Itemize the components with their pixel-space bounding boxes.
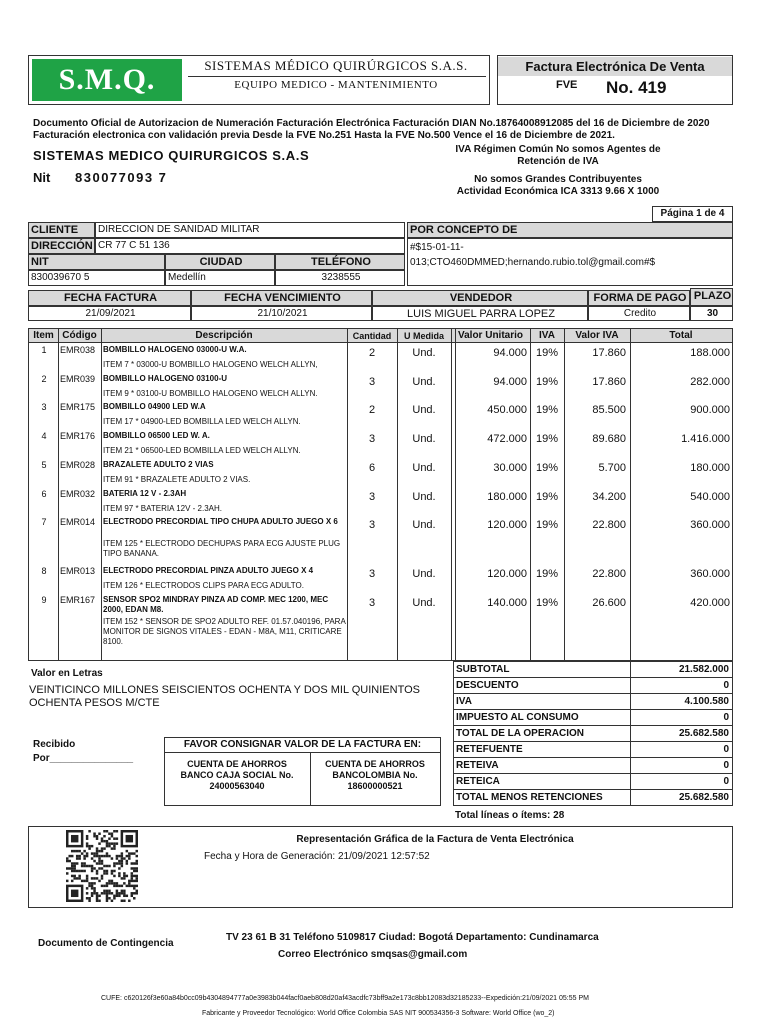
col-header-total: Total xyxy=(630,329,732,343)
resolution-line-1: Documento Oficial de Autorizacion de Numeración Facturación Electrónica Facturación DIAN No.18764008912085 del 16 de Diciembre de 2020 xyxy=(33,118,710,129)
item-unit-value: 30.000 xyxy=(493,462,527,474)
item-unit-value: 180.000 xyxy=(487,491,527,503)
item-unit-value: 472.000 xyxy=(487,433,527,445)
fecha-factura-value: 21/09/2021 xyxy=(28,306,191,321)
item-code: EMR167 xyxy=(60,595,96,605)
col-header-medida: U Medida xyxy=(397,329,451,343)
totals-row xyxy=(453,710,733,726)
item-number: 8 xyxy=(41,566,47,576)
table-row xyxy=(28,402,733,432)
item-description: BOMBILLO 06500 LED W. A. xyxy=(103,431,210,440)
totals-divider xyxy=(630,726,631,741)
bank-caja-social xyxy=(166,759,308,792)
item-unit-value: 94.000 xyxy=(493,376,527,388)
fecha-vencimiento-value: 21/10/2021 xyxy=(191,306,372,321)
item-description: BATERIA 12 V - 2.3AH xyxy=(103,489,187,498)
item-unit-value: 450.000 xyxy=(487,404,527,416)
tax-notes xyxy=(400,144,716,198)
software-provider: Fabricante y Proveedor Tecnológico: World Office Colombia SAS NIT 900534356-3 Software: World Office (wo_2) xyxy=(202,1010,555,1017)
table-row xyxy=(28,374,733,404)
tax-note: Actividad Económica ICA 3313 9.66 X 1000 xyxy=(456,186,660,197)
totals-divider xyxy=(630,678,631,693)
item-iva: 19% xyxy=(535,462,559,474)
totals-value: 0 xyxy=(723,776,729,787)
item-iva-value: 22.800 xyxy=(592,519,626,531)
totals-row xyxy=(453,678,733,694)
item-detail: ITEM 126 * ELECTRODOS CLIPS PARA ECG ADULTO. xyxy=(103,581,304,590)
concepto-label: POR CONCEPTO DE xyxy=(407,222,733,238)
item-iva-value: 26.600 xyxy=(592,597,626,609)
recibido-label: Recibido xyxy=(33,739,76,750)
totals-row xyxy=(453,662,733,678)
company-tagline: EQUIPO MEDICO - MANTENIMIENTO xyxy=(234,79,438,91)
bank-line: 24000563040 xyxy=(209,781,265,791)
tax-note: No somos Grandes Contribuyentes xyxy=(474,174,642,185)
table-row xyxy=(28,566,733,596)
totals-label: RETEICA xyxy=(456,776,500,787)
item-number: 6 xyxy=(41,489,47,499)
item-iva-value: 89.680 xyxy=(592,433,626,445)
amount-words-label: Valor en Letras xyxy=(31,668,103,679)
telefono-value: 3238555 xyxy=(275,270,405,286)
invoice-number: No. 419 xyxy=(606,78,667,97)
plazo-value: 30 xyxy=(690,306,733,321)
item-number: 3 xyxy=(41,402,47,412)
totals-label: IVA xyxy=(456,696,472,707)
table-row xyxy=(28,517,733,558)
item-quantity: 3 xyxy=(368,597,376,609)
invoice-prefix: FVE xyxy=(556,79,578,91)
item-iva-value: 34.200 xyxy=(592,491,626,503)
item-code: EMR013 xyxy=(60,566,96,576)
item-code: EMR028 xyxy=(60,460,96,470)
totals-divider xyxy=(630,758,631,773)
item-iva: 19% xyxy=(535,597,559,609)
totals-value: 0 xyxy=(723,680,729,691)
item-detail: ITEM 9 * 03100-U BOMBILLO HALOGENO WELCH ALLYN. xyxy=(103,389,318,398)
totals-row xyxy=(453,758,733,774)
totals-value: 25.682.580 xyxy=(678,728,729,739)
item-detail: ITEM 7 * 03000-U BOMBILLO HALOGENO WELCH ALLYN, xyxy=(103,360,318,369)
table-row xyxy=(28,595,733,646)
item-number: 2 xyxy=(41,374,47,384)
item-number: 9 xyxy=(41,595,47,605)
table-row xyxy=(28,431,733,461)
item-quantity: 3 xyxy=(368,568,376,580)
cliente-value: DIRECCION DE SANIDAD MILITAR xyxy=(95,222,405,238)
totals-value: 0 xyxy=(723,744,729,755)
item-quantity: 3 xyxy=(368,491,376,503)
item-total: 360.000 xyxy=(690,519,730,531)
totals-label: TOTAL DE LA OPERACION xyxy=(456,728,584,739)
item-quantity: 3 xyxy=(368,519,376,531)
item-unit: Und. xyxy=(412,568,436,580)
totals-row xyxy=(453,790,733,806)
bank-line: BANCOLOMBIA No. xyxy=(332,770,418,780)
emisor-name: SISTEMAS MEDICO QUIRURGICOS S.A.S xyxy=(33,148,310,163)
col-header-iva: IVA xyxy=(530,329,564,343)
direccion-value: CR 77 C 51 136 xyxy=(95,238,405,254)
item-unit-value: 120.000 xyxy=(487,568,527,580)
representation-title: Representación Gráfica de la Factura de Venta Electrónica xyxy=(296,834,574,845)
totals-row xyxy=(453,774,733,790)
bank-title: FAVOR CONSIGNAR VALOR DE LA FACTURA EN: xyxy=(164,737,441,753)
table-row xyxy=(28,345,733,375)
totals-value: 21.582.000 xyxy=(678,664,729,675)
item-iva: 19% xyxy=(535,347,559,359)
ciudad-value: Medellín xyxy=(165,270,275,286)
col-header-item: Item xyxy=(29,329,58,343)
item-unit: Und. xyxy=(412,347,436,359)
item-unit: Und. xyxy=(412,404,436,416)
item-unit-value: 94.000 xyxy=(493,347,527,359)
generation-datetime: Fecha y Hora de Generación: 21/09/2021 12:57:52 xyxy=(204,851,430,862)
item-iva: 19% xyxy=(535,404,559,416)
cliente-label: CLIENTE xyxy=(28,222,95,238)
totals-divider xyxy=(630,662,631,677)
client-nit-value: 830039670 5 xyxy=(28,270,165,286)
totals-value: 0 xyxy=(723,712,729,723)
totals-divider xyxy=(630,710,631,725)
company-logo: S.M.Q. xyxy=(32,59,182,101)
col-header-descripcion: Descripción xyxy=(101,329,347,343)
company-address: TV 23 61 B 31 Teléfono 5109817 Ciudad: Bogotá Departamento: Cundinamarca xyxy=(226,932,599,943)
totals-value: 25.682.580 xyxy=(678,792,729,803)
totals-divider xyxy=(630,774,631,789)
totals-value: 4.100.580 xyxy=(684,696,729,707)
totals-label: DESCUENTO xyxy=(456,680,519,691)
item-detail: ITEM 97 * BATERIA 12V - 2.3AH. xyxy=(103,504,223,513)
total-lines: Total líneas o ítems: 28 xyxy=(455,810,565,821)
item-code: EMR032 xyxy=(60,489,96,499)
item-iva: 19% xyxy=(535,491,559,503)
item-quantity: 3 xyxy=(368,433,376,445)
item-quantity: 3 xyxy=(368,376,376,388)
item-total: 540.000 xyxy=(690,491,730,503)
item-iva: 19% xyxy=(535,519,559,531)
item-description: BOMBILLO 04900 LED W.A xyxy=(103,402,206,411)
item-unit: Und. xyxy=(412,519,436,531)
totals-divider xyxy=(630,694,631,709)
item-total: 180.000 xyxy=(690,462,730,474)
totals-divider xyxy=(630,790,631,805)
tax-note: Retención de IVA xyxy=(517,156,599,167)
forma-pago-value: Credito xyxy=(588,306,690,321)
item-description: BRAZALETE ADULTO 2 VIAS xyxy=(103,460,214,469)
item-total: 360.000 xyxy=(690,568,730,580)
item-unit: Und. xyxy=(412,597,436,609)
tax-note: IVA Régimen Común No somos Agentes de xyxy=(455,144,661,155)
recibido-por: Por_______________ xyxy=(33,753,134,764)
bank-line: CUENTA DE AHORROS xyxy=(187,759,287,769)
direccion-label: DIRECCIÓN xyxy=(28,238,95,254)
invoice-title: Factura Electrónica De Venta xyxy=(498,57,732,76)
item-total: 282.000 xyxy=(690,376,730,388)
item-detail: ITEM 152 * SENSOR DE SPO2 ADULTO REF. 01.57.040196, PARA MONITOR DE SIGNOS VITALES - EDAN - M8A, M11, CRITICARE 8100. xyxy=(103,617,346,646)
item-total: 900.000 xyxy=(690,404,730,416)
ciudad-label: CIUDAD xyxy=(165,254,275,270)
vendedor-label: VENDEDOR xyxy=(372,290,588,306)
qr-code-icon xyxy=(66,830,138,902)
concepto-value xyxy=(407,238,733,286)
emisor-nit-label: Nit xyxy=(33,170,51,185)
plazo-label: PLAZO xyxy=(690,288,733,306)
totals-label: RETEIVA xyxy=(456,760,499,771)
totals-label: TOTAL MENOS RETENCIONES xyxy=(456,792,603,803)
bank-line: CUENTA DE AHORROS xyxy=(325,759,425,769)
item-code: EMR175 xyxy=(60,402,96,412)
resolution-line-2: Facturación electronica con validación previa Desde la FVE No.251 Hasta la FVE No.500 Vence el 16 de Diciembre de 2021. xyxy=(33,130,615,141)
item-iva: 19% xyxy=(535,568,559,580)
item-detail: ITEM 91 * BRAZALETE ADULTO 2 VIAS. xyxy=(103,475,251,484)
item-total: 1.416.000 xyxy=(681,433,730,445)
col-header-valor-iva: Valor IVA xyxy=(564,329,630,343)
amount-words: VEINTICINCO MILLONES SEISCIENTOS OCHENTA Y DOS MIL QUINIENTOS OCHENTA PESOS M/CTE xyxy=(29,684,420,709)
item-description: SENSOR SPO2 MINDRAY PINZA AD COMP. MEC 1200, MEC 2000, EDAN M8. xyxy=(103,595,329,614)
item-unit: Und. xyxy=(412,433,436,445)
fecha-factura-label: FECHA FACTURA xyxy=(28,290,191,306)
table-row xyxy=(28,460,733,490)
item-quantity: 2 xyxy=(368,347,376,359)
item-iva-value: 85.500 xyxy=(592,404,626,416)
bank-bancolombia xyxy=(311,759,439,792)
bank-line: 18600000521 xyxy=(347,781,403,791)
item-unit: Und. xyxy=(412,491,436,503)
item-quantity: 6 xyxy=(368,462,376,474)
item-iva-value: 17.860 xyxy=(592,347,626,359)
item-detail: ITEM 125 * ELECTRODO DECHUPAS PARA ECG AJUSTE PLUG TIPO BANANA. xyxy=(103,539,341,558)
item-description: BOMBILLO HALOGENO 03000-U W.A. xyxy=(103,345,247,354)
fecha-vencimiento-label: FECHA VENCIMIENTO xyxy=(191,290,372,306)
item-unit: Und. xyxy=(412,462,436,474)
telefono-label: TELÉFONO xyxy=(275,254,405,270)
page-indicator: Página 1 de 4 xyxy=(652,206,733,222)
concepto-line: #$15-01-11- xyxy=(410,242,464,253)
item-description: ELECTRODO PRECORDIAL PINZA ADULTO JUEGO X 4 xyxy=(103,566,314,575)
item-iva-value: 5.700 xyxy=(598,462,626,474)
item-number: 1 xyxy=(41,345,47,355)
totals-label: RETEFUENTE xyxy=(456,744,523,755)
item-iva: 19% xyxy=(535,433,559,445)
totals-row xyxy=(453,694,733,710)
totals-row xyxy=(453,726,733,742)
vendedor-value: LUIS MIGUEL PARRA LOPEZ xyxy=(372,306,588,321)
col-header-cantidad: Cantidad xyxy=(347,329,397,343)
bank-line: BANCO CAJA SOCIAL No. xyxy=(180,770,294,780)
item-code: EMR176 xyxy=(60,431,96,441)
item-number: 7 xyxy=(41,517,47,527)
company-email: Correo Electrónico smqsas@gmail.com xyxy=(278,949,468,960)
emisor-nit: 830077093 7 xyxy=(75,170,168,185)
item-total: 188.000 xyxy=(690,347,730,359)
item-code: EMR038 xyxy=(60,345,96,355)
item-unit: Und. xyxy=(412,376,436,388)
item-number: 5 xyxy=(41,460,47,470)
cufe: CUFE: c620126f3e60a84b0cc09b4304894777a0e3983b044facf0aeb808d20af43acdfc73bff9a2e173c8bb12083d32185233--Expedición:21/09/2021 05:55 PM xyxy=(101,995,589,1002)
item-quantity: 2 xyxy=(368,404,376,416)
item-iva: 19% xyxy=(535,376,559,388)
totals-row xyxy=(453,742,733,758)
client-nit-label: NIT xyxy=(28,254,165,270)
forma-pago-label: FORMA DE PAGO xyxy=(588,290,690,306)
col-header-codigo: Código xyxy=(58,329,101,343)
item-detail: ITEM 21 * 06500-LED BOMBILLA LED WELCH ALLYN. xyxy=(103,446,301,455)
company-name-caps: SISTEMAS MÉDICO QUIRÚRGICOS S.A.S. xyxy=(204,58,468,73)
col-header-valor-unitario: Valor Unitario xyxy=(451,329,530,343)
item-description: ELECTRODO PRECORDIAL TIPO CHUPA ADULTO JUEGO X 6 xyxy=(103,517,338,526)
item-code: EMR014 xyxy=(60,517,96,527)
totals-label: IMPUESTO AL CONSUMO xyxy=(456,712,579,723)
concepto-line: 013;CTO460DMMED;hernando.rubio.tol@gmail.com#$ xyxy=(410,257,656,268)
item-number: 4 xyxy=(41,431,47,441)
item-code: EMR039 xyxy=(60,374,96,384)
totals-label: SUBTOTAL xyxy=(456,664,510,675)
item-detail: ITEM 17 * 04900-LED BOMBILLA LED WELCH ALLYN. xyxy=(103,417,301,426)
item-iva-value: 22.800 xyxy=(592,568,626,580)
recibido xyxy=(33,738,133,766)
item-iva-value: 17.860 xyxy=(592,376,626,388)
totals-value: 0 xyxy=(723,760,729,771)
item-total: 420.000 xyxy=(690,597,730,609)
item-description: BOMBILLO HALOGENO 03100-U xyxy=(103,374,228,383)
item-unit-value: 140.000 xyxy=(487,597,527,609)
dian-resolution xyxy=(33,118,733,142)
item-unit-value: 120.000 xyxy=(487,519,527,531)
totals-divider xyxy=(630,742,631,757)
table-row xyxy=(28,489,733,519)
header-divider xyxy=(188,76,486,77)
contingency-label: Documento de Contingencia xyxy=(38,938,174,949)
